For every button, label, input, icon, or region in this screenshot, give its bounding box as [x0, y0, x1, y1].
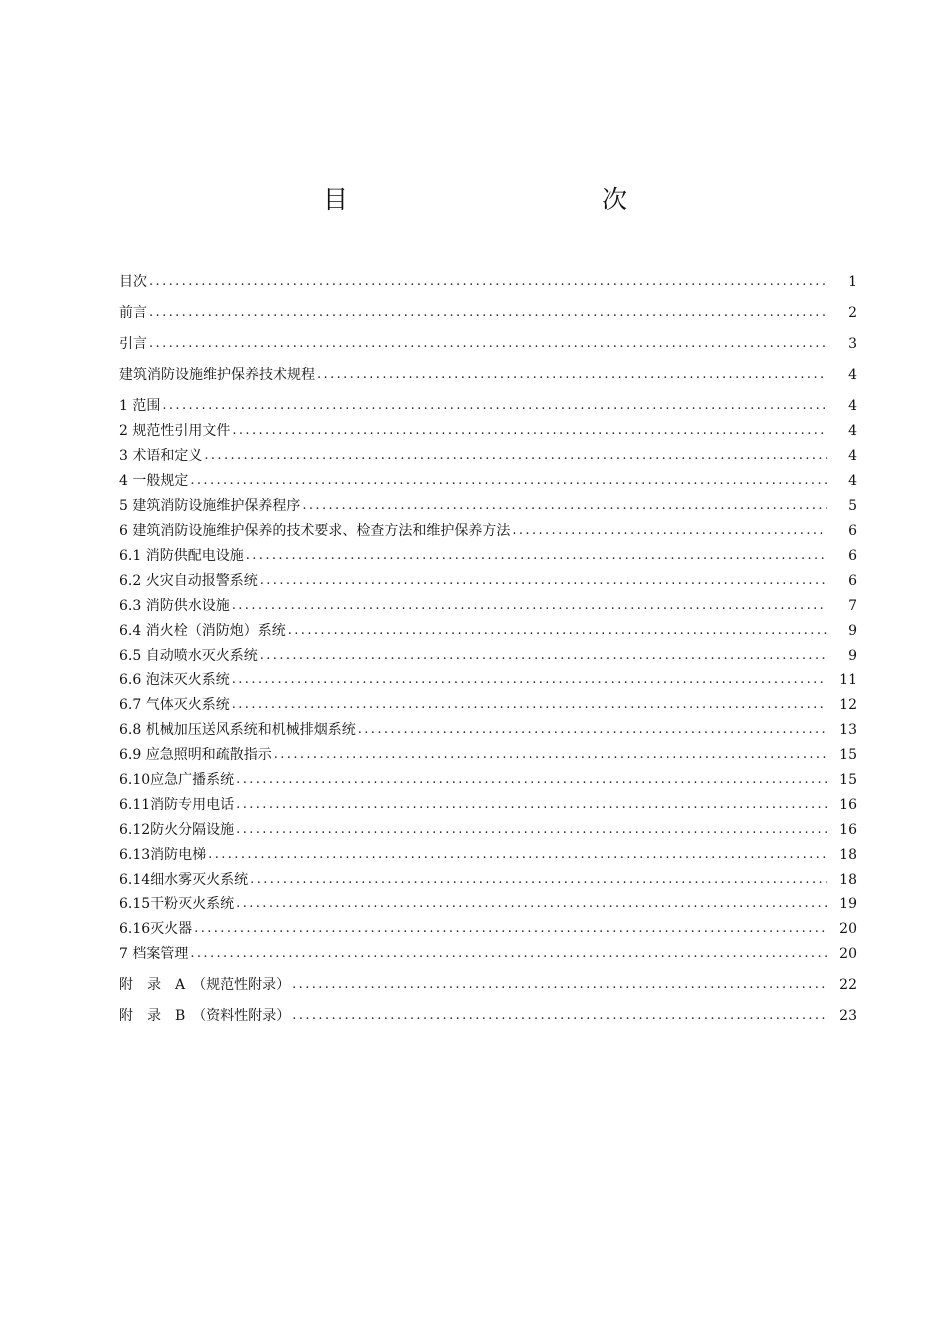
- toc-entry-label: 6.10应急广播系统: [119, 772, 235, 788]
- toc-entry-label: 6.16灭火器: [119, 921, 193, 937]
- toc-entry-label: 4 一般规定: [119, 473, 189, 489]
- toc-entry[interactable]: [119, 396, 857, 416]
- toc-entry[interactable]: [119, 670, 857, 690]
- toc-entry-label: 6.15干粉灭火系统: [119, 896, 235, 912]
- toc-entry[interactable]: [119, 1006, 857, 1026]
- toc-entry-label: 附 录 B （资料性附录）: [119, 1008, 291, 1024]
- toc-entry-page: 7: [848, 598, 857, 614]
- toc-entry-page: 23: [839, 1008, 857, 1024]
- toc-entry[interactable]: [119, 334, 857, 354]
- toc-entry-label: 6.13消防电梯: [119, 847, 207, 863]
- dot-leader: [260, 571, 827, 591]
- toc-entry[interactable]: [119, 546, 857, 566]
- toc-entry-page: 6: [848, 523, 857, 539]
- dot-leader: [274, 745, 827, 765]
- toc-entry-page: 9: [848, 623, 857, 639]
- toc-entry[interactable]: [119, 770, 857, 790]
- toc-entry[interactable]: [119, 944, 857, 964]
- toc-entry-label: 6.9 应急照明和疏散指示: [119, 747, 272, 763]
- dot-leader: [232, 695, 827, 715]
- toc-entry[interactable]: [119, 919, 857, 939]
- toc-entry-label: 前言: [119, 305, 147, 321]
- dot-leader: [250, 870, 827, 890]
- toc-entry-page: 3: [848, 336, 857, 352]
- toc-entry-page: 22: [839, 977, 857, 993]
- dot-leader: [232, 596, 827, 616]
- toc-entry[interactable]: [119, 421, 857, 441]
- toc-entry-label: 6.12防火分隔设施: [119, 822, 235, 838]
- dot-leader: [194, 919, 827, 939]
- dot-leader: [149, 334, 827, 354]
- toc-entry-label: 6.5 自动喷水灭火系统: [119, 648, 258, 664]
- toc-entry-page: 5: [848, 498, 857, 514]
- toc-entry[interactable]: [119, 272, 857, 292]
- toc-entry-page: 18: [839, 872, 857, 888]
- toc-entry-label: 6.4 消火栓（消防炮）系统: [119, 623, 286, 639]
- toc-entry-label: 7 档案管理: [119, 946, 189, 962]
- toc-entry[interactable]: [119, 596, 857, 616]
- dot-leader: [236, 770, 827, 790]
- dot-leader: [236, 820, 827, 840]
- toc-entry-page: 12: [839, 697, 857, 713]
- toc-entry-label: 5 建筑消防设施维护保养程序: [119, 498, 301, 514]
- toc-entry[interactable]: [119, 695, 857, 715]
- toc-entry[interactable]: [119, 820, 857, 840]
- toc-entry-page: 4: [848, 367, 857, 383]
- toc-entry-label: 附 录 A （规范性附录）: [119, 977, 291, 993]
- dot-leader: [232, 670, 827, 690]
- dot-leader: [292, 1006, 827, 1026]
- dot-leader: [190, 944, 827, 964]
- page-title: 目 次: [322, 185, 695, 214]
- dot-leader: [288, 621, 827, 641]
- toc-entry[interactable]: [119, 446, 857, 466]
- toc-entry-label: 建筑消防设施维护保养技术规程: [119, 367, 315, 383]
- toc-entry-label: 目次: [119, 274, 147, 290]
- dot-leader: [236, 894, 827, 914]
- toc-entry-page: 4: [848, 423, 857, 439]
- toc-entry-page: 2: [848, 305, 857, 321]
- dot-leader: [317, 365, 827, 385]
- toc-entry-label: 6.6 泡沫灭火系统: [119, 672, 230, 688]
- toc-entry-page: 19: [839, 896, 857, 912]
- toc-entry[interactable]: [119, 894, 857, 914]
- toc-entry-page: 4: [848, 398, 857, 414]
- toc-entry[interactable]: [119, 646, 857, 666]
- dot-leader: [236, 795, 827, 815]
- dot-leader: [358, 720, 827, 740]
- toc-entry-page: 18: [839, 847, 857, 863]
- toc-entry[interactable]: [119, 303, 857, 323]
- toc-entry-page: 20: [839, 921, 857, 937]
- toc-entry[interactable]: [119, 496, 857, 516]
- dot-leader: [260, 646, 827, 666]
- toc-entry-page: 16: [839, 797, 857, 813]
- toc-entry[interactable]: [119, 521, 857, 541]
- toc-entry-page: 20: [839, 946, 857, 962]
- toc-entry-label: 1 范围: [119, 398, 161, 414]
- toc-entry[interactable]: [119, 745, 857, 765]
- toc-entry[interactable]: [119, 621, 857, 641]
- toc-entry-page: 1: [848, 274, 857, 290]
- dot-leader: [246, 546, 827, 566]
- dot-leader: [149, 303, 827, 323]
- toc-entry[interactable]: [119, 471, 857, 491]
- dot-leader: [292, 975, 827, 995]
- toc-entry-label: 6.3 消防供水设施: [119, 598, 230, 614]
- toc-entry-label: 6.7 气体灭火系统: [119, 697, 230, 713]
- toc-entry-label: 6 建筑消防设施维护保养的技术要求、检查方法和维护保养方法: [119, 523, 511, 539]
- toc-entry-page: 6: [848, 573, 857, 589]
- toc-entry-label: 6.1 消防供配电设施: [119, 548, 244, 564]
- dot-leader: [512, 521, 827, 541]
- toc-entry-page: 6: [848, 548, 857, 564]
- toc-entry-page: 11: [839, 672, 857, 688]
- toc-entry-label: 6.14细水雾灭火系统: [119, 872, 249, 888]
- dot-leader: [162, 396, 827, 416]
- toc-entry-label: 3 术语和定义: [119, 448, 203, 464]
- toc-entry-page: 9: [848, 648, 857, 664]
- toc-entry-label: 6.2 火灾自动报警系统: [119, 573, 258, 589]
- dot-leader: [149, 272, 827, 292]
- dot-leader: [190, 471, 827, 491]
- toc-entry-label: 6.8 机械加压送风系统和机械排烟系统: [119, 722, 356, 738]
- toc-entry[interactable]: [119, 720, 857, 740]
- dot-leader: [208, 845, 827, 865]
- toc-entry[interactable]: [119, 571, 857, 591]
- toc-entry[interactable]: [119, 870, 857, 890]
- toc-entry-page: 13: [839, 722, 857, 738]
- dot-leader: [232, 421, 827, 441]
- toc-entry-label: 6.11消防专用电话: [119, 797, 235, 813]
- toc-entry-page: 15: [839, 772, 857, 788]
- dot-leader: [204, 446, 827, 466]
- toc-entry-label: 2 规范性引用文件: [119, 423, 231, 439]
- toc-entry-page: 15: [839, 747, 857, 763]
- toc-entry-page: 4: [848, 473, 857, 489]
- toc-entry-label: 引言: [119, 336, 147, 352]
- toc-entry[interactable]: [119, 795, 857, 815]
- toc-entry[interactable]: [119, 845, 857, 865]
- toc-entry[interactable]: [119, 365, 857, 385]
- toc-entry-page: 4: [848, 448, 857, 464]
- toc-entry-page: 16: [839, 822, 857, 838]
- toc-entry[interactable]: [119, 975, 857, 995]
- dot-leader: [302, 496, 827, 516]
